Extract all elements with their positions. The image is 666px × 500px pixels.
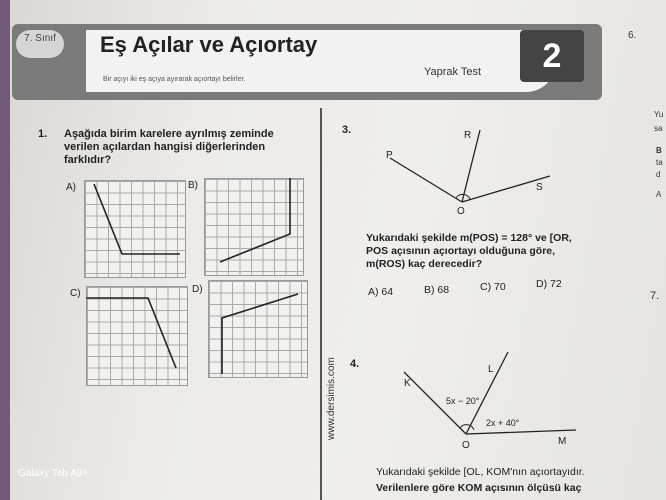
q3-choice-b: B) 68 (424, 284, 450, 296)
q4-number: 4. (350, 358, 360, 370)
q1-option-b-angle (204, 178, 302, 274)
right-page-fragment: sa (654, 124, 663, 133)
q3-point-s: S (536, 182, 543, 193)
right-page-fragment: d (656, 170, 661, 179)
right-page-fragment: Yu (654, 110, 664, 119)
background-fabric (0, 0, 10, 500)
q1-option-a-label: A) (66, 182, 76, 193)
q3-number: 3. (342, 124, 352, 136)
q1-number: 1. (38, 128, 48, 140)
q3-point-o: O (457, 206, 465, 217)
q1-option-b-label: B) (188, 180, 198, 191)
q1-option-a-angle (84, 180, 184, 276)
right-page-fragment: ta (656, 158, 663, 167)
q3-choice-a: A) 64 (368, 286, 394, 298)
page-title: Eş Açılar ve Açıortay (100, 32, 318, 57)
q4-text-line1: Yukarıdaki şekilde [OL, KOM'nın açıortayıdır. (376, 466, 585, 478)
grade-badge: 7. Sınıf (16, 30, 64, 58)
q4-point-o: O (462, 440, 470, 451)
q4-angle2-label: 2x + 40° (486, 418, 520, 428)
q3-point-r: R (464, 130, 472, 141)
q3-choice-d: D) 72 (536, 278, 562, 290)
q1-option-d-label: D) (192, 284, 203, 295)
q4-text-line2: Verilenlere göre KOM açısının ölçüsü kaç (376, 482, 582, 494)
page-subtitle: Bir açıyı iki eş açıya ayırarak açıortayı belirler. (103, 76, 246, 83)
q1-option-d-angle (208, 280, 306, 376)
q4-point-l: L (488, 364, 494, 375)
q3-point-p: P (386, 150, 393, 161)
device-watermark: Galaxy Tab A9+ (18, 468, 89, 479)
q4-angle1-label: 5x − 20° (446, 396, 480, 406)
q4-point-k: K (404, 378, 411, 389)
publisher-watermark: www.dersimis.com (326, 357, 337, 440)
q1-text: Aşağıda birim karelere ayrılmış zeminde verilen açılardan hangisi diğerlerinden farklıdır? (64, 128, 274, 166)
q4-point-m: M (558, 436, 567, 447)
right-page-fragment: B (656, 146, 662, 155)
right-page-fragment: A (656, 190, 662, 199)
q3-text: Yukarıdaki şekilde m(POS) = 128° ve [OR, POS açısının açıortayı olduğuna göre, m(ROS) kaç derecedir? (366, 232, 572, 270)
page-number: 6. (628, 30, 637, 41)
right-page-question-number: 7. (650, 290, 660, 302)
q3-choice-c: C) 70 (480, 281, 506, 293)
q1-option-c-angle (86, 286, 186, 384)
q1-option-c-label: C) (70, 288, 81, 299)
test-number-badge: 2 (520, 30, 584, 82)
leaf-label: Yaprak Test (424, 66, 482, 78)
column-divider (320, 108, 322, 500)
